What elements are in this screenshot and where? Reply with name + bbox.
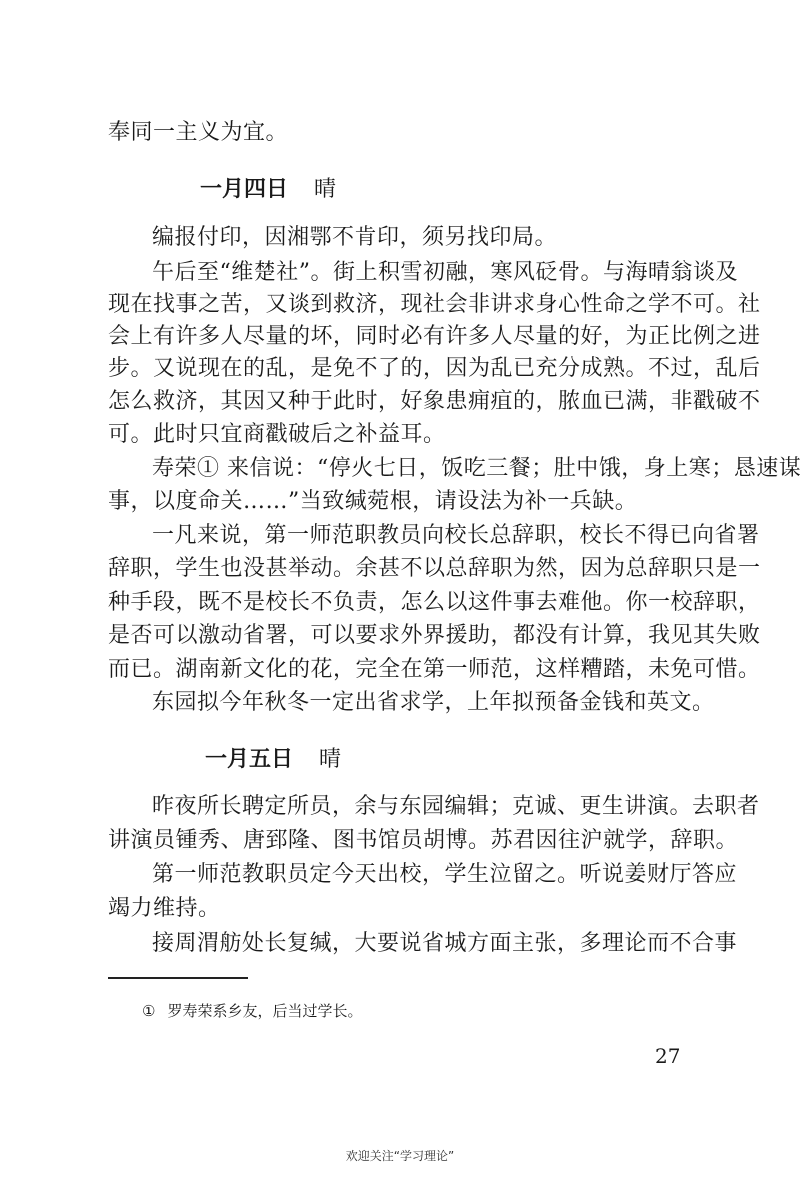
text-line: 可。此时只宜商戳破后之补益耳。 (108, 422, 446, 447)
entry-date: 一月五日 (205, 747, 294, 772)
text-line: 一凡来说，第一师范职教员向校长总辞职，校长不得已向省署 (152, 523, 760, 548)
text-line: 会上有许多人尽量的坏，同时必有许多人尽量的好，为正比例之进 (108, 324, 761, 349)
entry-date: 一月四日 (200, 177, 289, 202)
text-line: 辞职，学生也没甚举动。余甚不以总辞职为然，因为总辞职只是一 (108, 556, 761, 581)
text-line: 午后至“维楚社”。街上积雪初融，寒风砭骨。与海晴翁谈及 (152, 260, 738, 285)
text-line: 而已。湖南新文化的花，完全在第一师范，这样糟踏，未免可惜。 (108, 657, 761, 682)
text-line: 事，以度命关……”当致缄菀根，请设法为补一兵缺。 (108, 489, 638, 514)
text-line: 步。又说现在的乱，是免不了的，因为乱已充分成熟。不过，乱后 (108, 356, 761, 381)
text-line: 种手段，既不是校长不负责，怎么以这件事去难他。你一校辞职， (108, 590, 761, 615)
text-line: 是否可以激动省署，可以要求外界援助，都没有计算，我见其失败 (108, 623, 761, 648)
entry-weather: 晴 (314, 177, 337, 202)
text-line: 现在找事之苦，又谈到救济，现社会非讲求身心性命之学不可。社 (108, 292, 761, 317)
text-line: 接周渭舫处长复缄，大要说省城方面主张，多理论而不合事 (152, 931, 738, 956)
text-line: 怎么救济，其因又种于此时，好象患痈疽的，脓血已满，非戳破不 (108, 389, 761, 414)
entry-heading (205, 745, 341, 775)
footnote-mark: ① (142, 1002, 156, 1020)
footnote-divider (108, 977, 248, 979)
footnote (142, 1000, 362, 1022)
footnote-text: 罗寿荣系乡友，后当过学长。 (167, 1002, 363, 1020)
text-line: 昨夜所长聘定所员，余与东园编辑；克诚、更生讲演。去职者 (152, 794, 760, 819)
text-line: 第一师范教职员定今天出校，学生泣留之。听说姜财厅答应 (152, 862, 738, 887)
text-line: 寿荣① 来信说：“停火七日，饭吃三餐；肚中饿，身上寒；恳速谋 (152, 456, 801, 481)
text-line: 东园拟今年秋冬一定出省求学，上年拟预备金钱和英文。 (152, 690, 715, 715)
entry-weather: 晴 (319, 747, 342, 772)
page-number: 27 (655, 1044, 681, 1068)
text-line: 编报付印，因湘鄂不肯印，须另找印局。 (152, 225, 558, 250)
text-line: 讲演员锺秀、唐郅隆、图书馆员胡博。苏君因往沪就学，辞职。 (108, 828, 739, 853)
entry-heading (200, 175, 336, 205)
text-line: 奉同一主义为宜。 (108, 120, 289, 145)
watermark-text: 欢迎关注“学习理论” (345, 1149, 455, 1163)
text-line: 竭力维持。 (108, 896, 221, 921)
